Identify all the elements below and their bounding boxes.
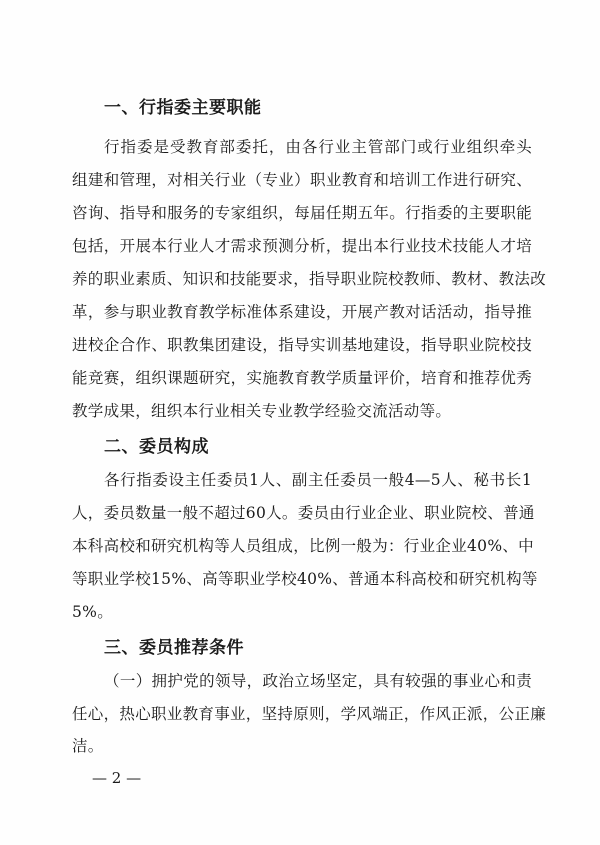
paragraph-line: 教学成果，组织本行业相关专业教学经验交流活动等。 <box>72 402 452 420</box>
section-heading-3: 三、委员推荐条件 <box>104 638 244 658</box>
paragraph-line: 洁。 <box>72 737 104 755</box>
paragraph-line: 各行指委设主任委员1人、副主任委员一般4—5人、秘书长1 <box>104 471 532 489</box>
paragraph-line: 行指委是受教育部委托，由各行业主管部门或行业组织牵头 <box>104 138 532 156</box>
paragraph-line: 咨询、指导和服务的专家组织，每届任期五年。行指委的主要职能 <box>72 204 532 222</box>
paragraph-line: 任心，热心职业教育事业，坚持原则，学风端正，作风正派，公正廉 <box>72 705 547 723</box>
paragraph-line: 革，参与职业教育教学标准体系建设，开展产教对话活动，指导推 <box>72 303 532 321</box>
paragraph-line: 等职业学校15%、高等职业学校40%、普通本科高校和研究机构等 <box>72 570 538 588</box>
page-number: — 2 — <box>92 769 142 787</box>
paragraph-line: 5%。 <box>72 603 113 621</box>
section-heading-1: 一、行指委主要职能 <box>104 98 262 118</box>
paragraph-line: 人，委员数量一般不超过60人。委员由行业企业、职业院校、普通 <box>72 504 535 522</box>
paragraph-line: 能竞赛，组织课题研究，实施教育教学质量评价，培育和推荐优秀 <box>72 369 532 387</box>
paragraph-line: （一）拥护党的领导，政治立场坚定，具有较强的事业心和责 <box>104 672 532 690</box>
paragraph-line: 进校企合作、职教集团建设，指导实训基地建设，指导职业院校技 <box>72 336 532 354</box>
paragraph-line: 养的职业素质、知识和技能要求，指导职业院校教师、教材、教法改 <box>72 270 547 288</box>
section-heading-2: 二、委员构成 <box>104 437 209 457</box>
paragraph-line: 包括，开展本行业人才需求预测分析，提出本行业技术技能人才培 <box>72 237 532 255</box>
paragraph-line: 本科高校和研究机构等人员组成，比例一般为：行业企业40%、中 <box>72 537 534 555</box>
paragraph-line: 组建和管理，对相关行业（专业）职业教育和培训工作进行研究、 <box>72 171 532 189</box>
